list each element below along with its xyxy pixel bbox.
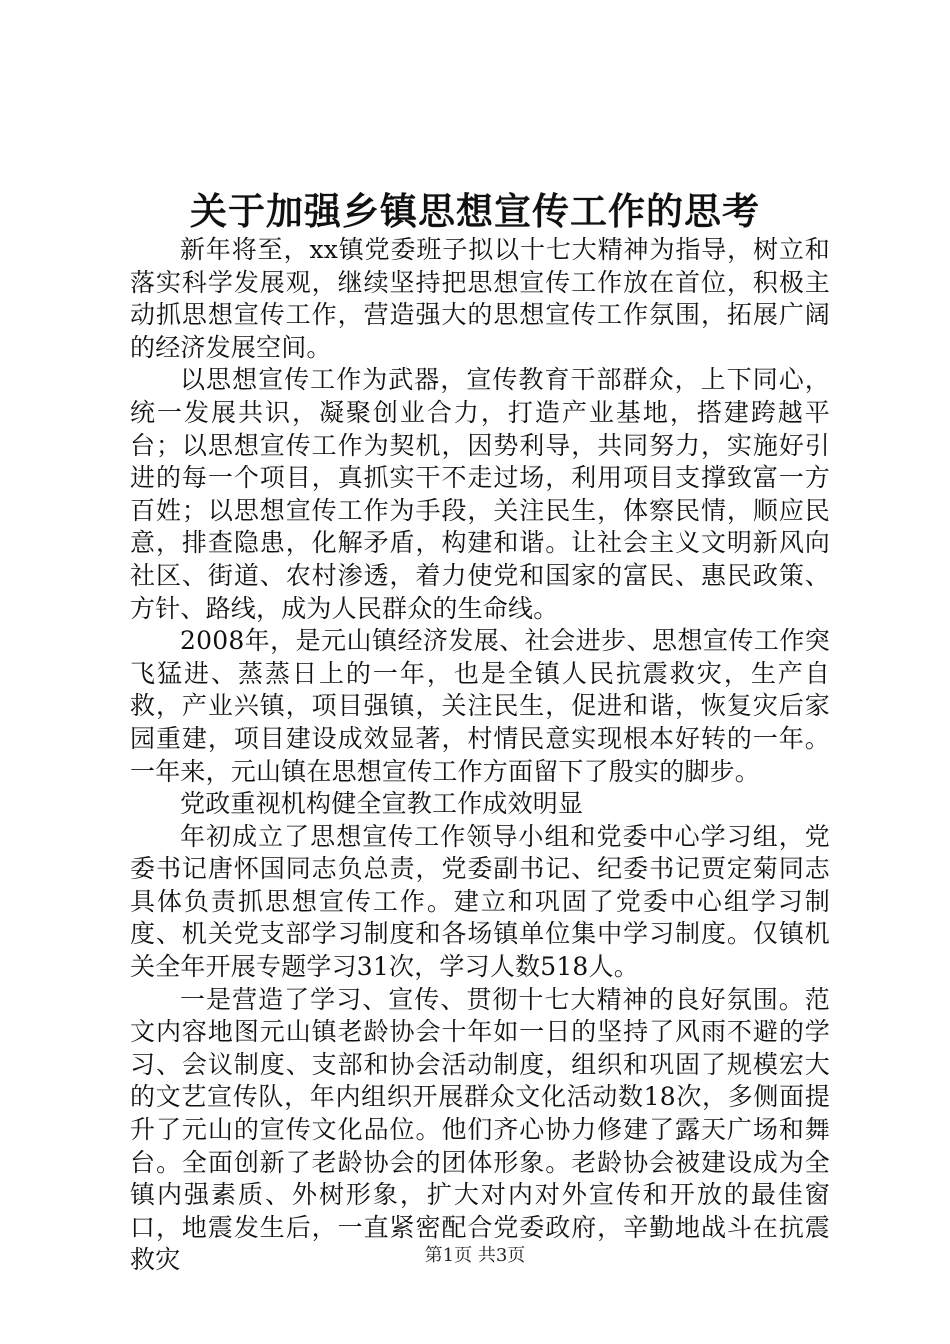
paragraph: 新年将至，xx镇党委班子拟以十七大精神为指导，树立和落实科学发展观，继续坚持把思想宣传工作放在首位，积极主动抓思想宣传工作，营造强大的思想宣传工作氛围，拓展广阔的经济发展空间。 <box>130 235 830 362</box>
paragraph: 年初成立了思想宣传工作领导小组和党委中心学习组，党委书记唐怀国同志负总责，党委副书记、纪委书记贾定菊同志具体负责抓思想宣传工作。建立和巩固了党委中心组学习制度、机关党支部学习制度和各场镇单位集中学习制度。仅镇机关全年开展专题学习31次，学习人数518人。 <box>130 821 830 982</box>
document-body <box>130 234 830 1277</box>
paragraph: 以思想宣传工作为武器，宣传教育干部群众，上下同心，统一发展共识，凝聚创业合力，打造产业基地，搭建跨越平台；以思想宣传工作为契机，因势利导，共同努力，实施好引进的每一个项目，真抓实干不走过场，利用项目支撑致富一方百姓；以思想宣传工作为手段，关注民生，体察民情，顺应民意，排查隐患，化解矛盾，构建和谐。让社会主义文明新风向社区、街道、农村渗透，着力使党和国家的富民、惠民政策、方针、路线，成为人民群众的生命线。 <box>130 365 830 623</box>
paragraph: 一是营造了学习、宣传、贯彻十七大精神的良好氛围。范文内容地图元山镇老龄协会十年如一日的坚持了风雨不避的学习、会议制度、支部和协会活动制度，组织和巩固了规模宏大的文艺宣传队，年内组织开展群众文化活动数18次，多侧面提升了元山的宣传文化品位。他们齐心协力修建了露天广场和舞台。全面创新了老龄协会的团体形象。老龄协会被建设成为全镇内强素质、外树形象，扩大对内对外宣传和开放的最佳窗口，地震发生后，一直紧密配合党委政府，辛勤地战斗在抗震救灾 <box>130 984 830 1275</box>
page-number-footer: 第1页 共3页 <box>424 1245 526 1266</box>
paragraph: 2008年，是元山镇经济发展、社会进步、思想宣传工作突飞猛进、蒸蒸日上的一年，也是全镇人民抗震救灾，生产自救，产业兴镇，项目强镇，关注民生，促进和谐，恢复灾后家园重建，项目建设成效显著，村情民意实现根本好转的一年。一年来，元山镇在思想宣传工作方面留下了殷实的脚步。 <box>130 626 830 786</box>
section-heading: 党政重视机构健全宣教工作成效明显 <box>180 789 584 819</box>
document-title: 关于加强乡镇思想宣传工作的思考 <box>190 189 760 233</box>
